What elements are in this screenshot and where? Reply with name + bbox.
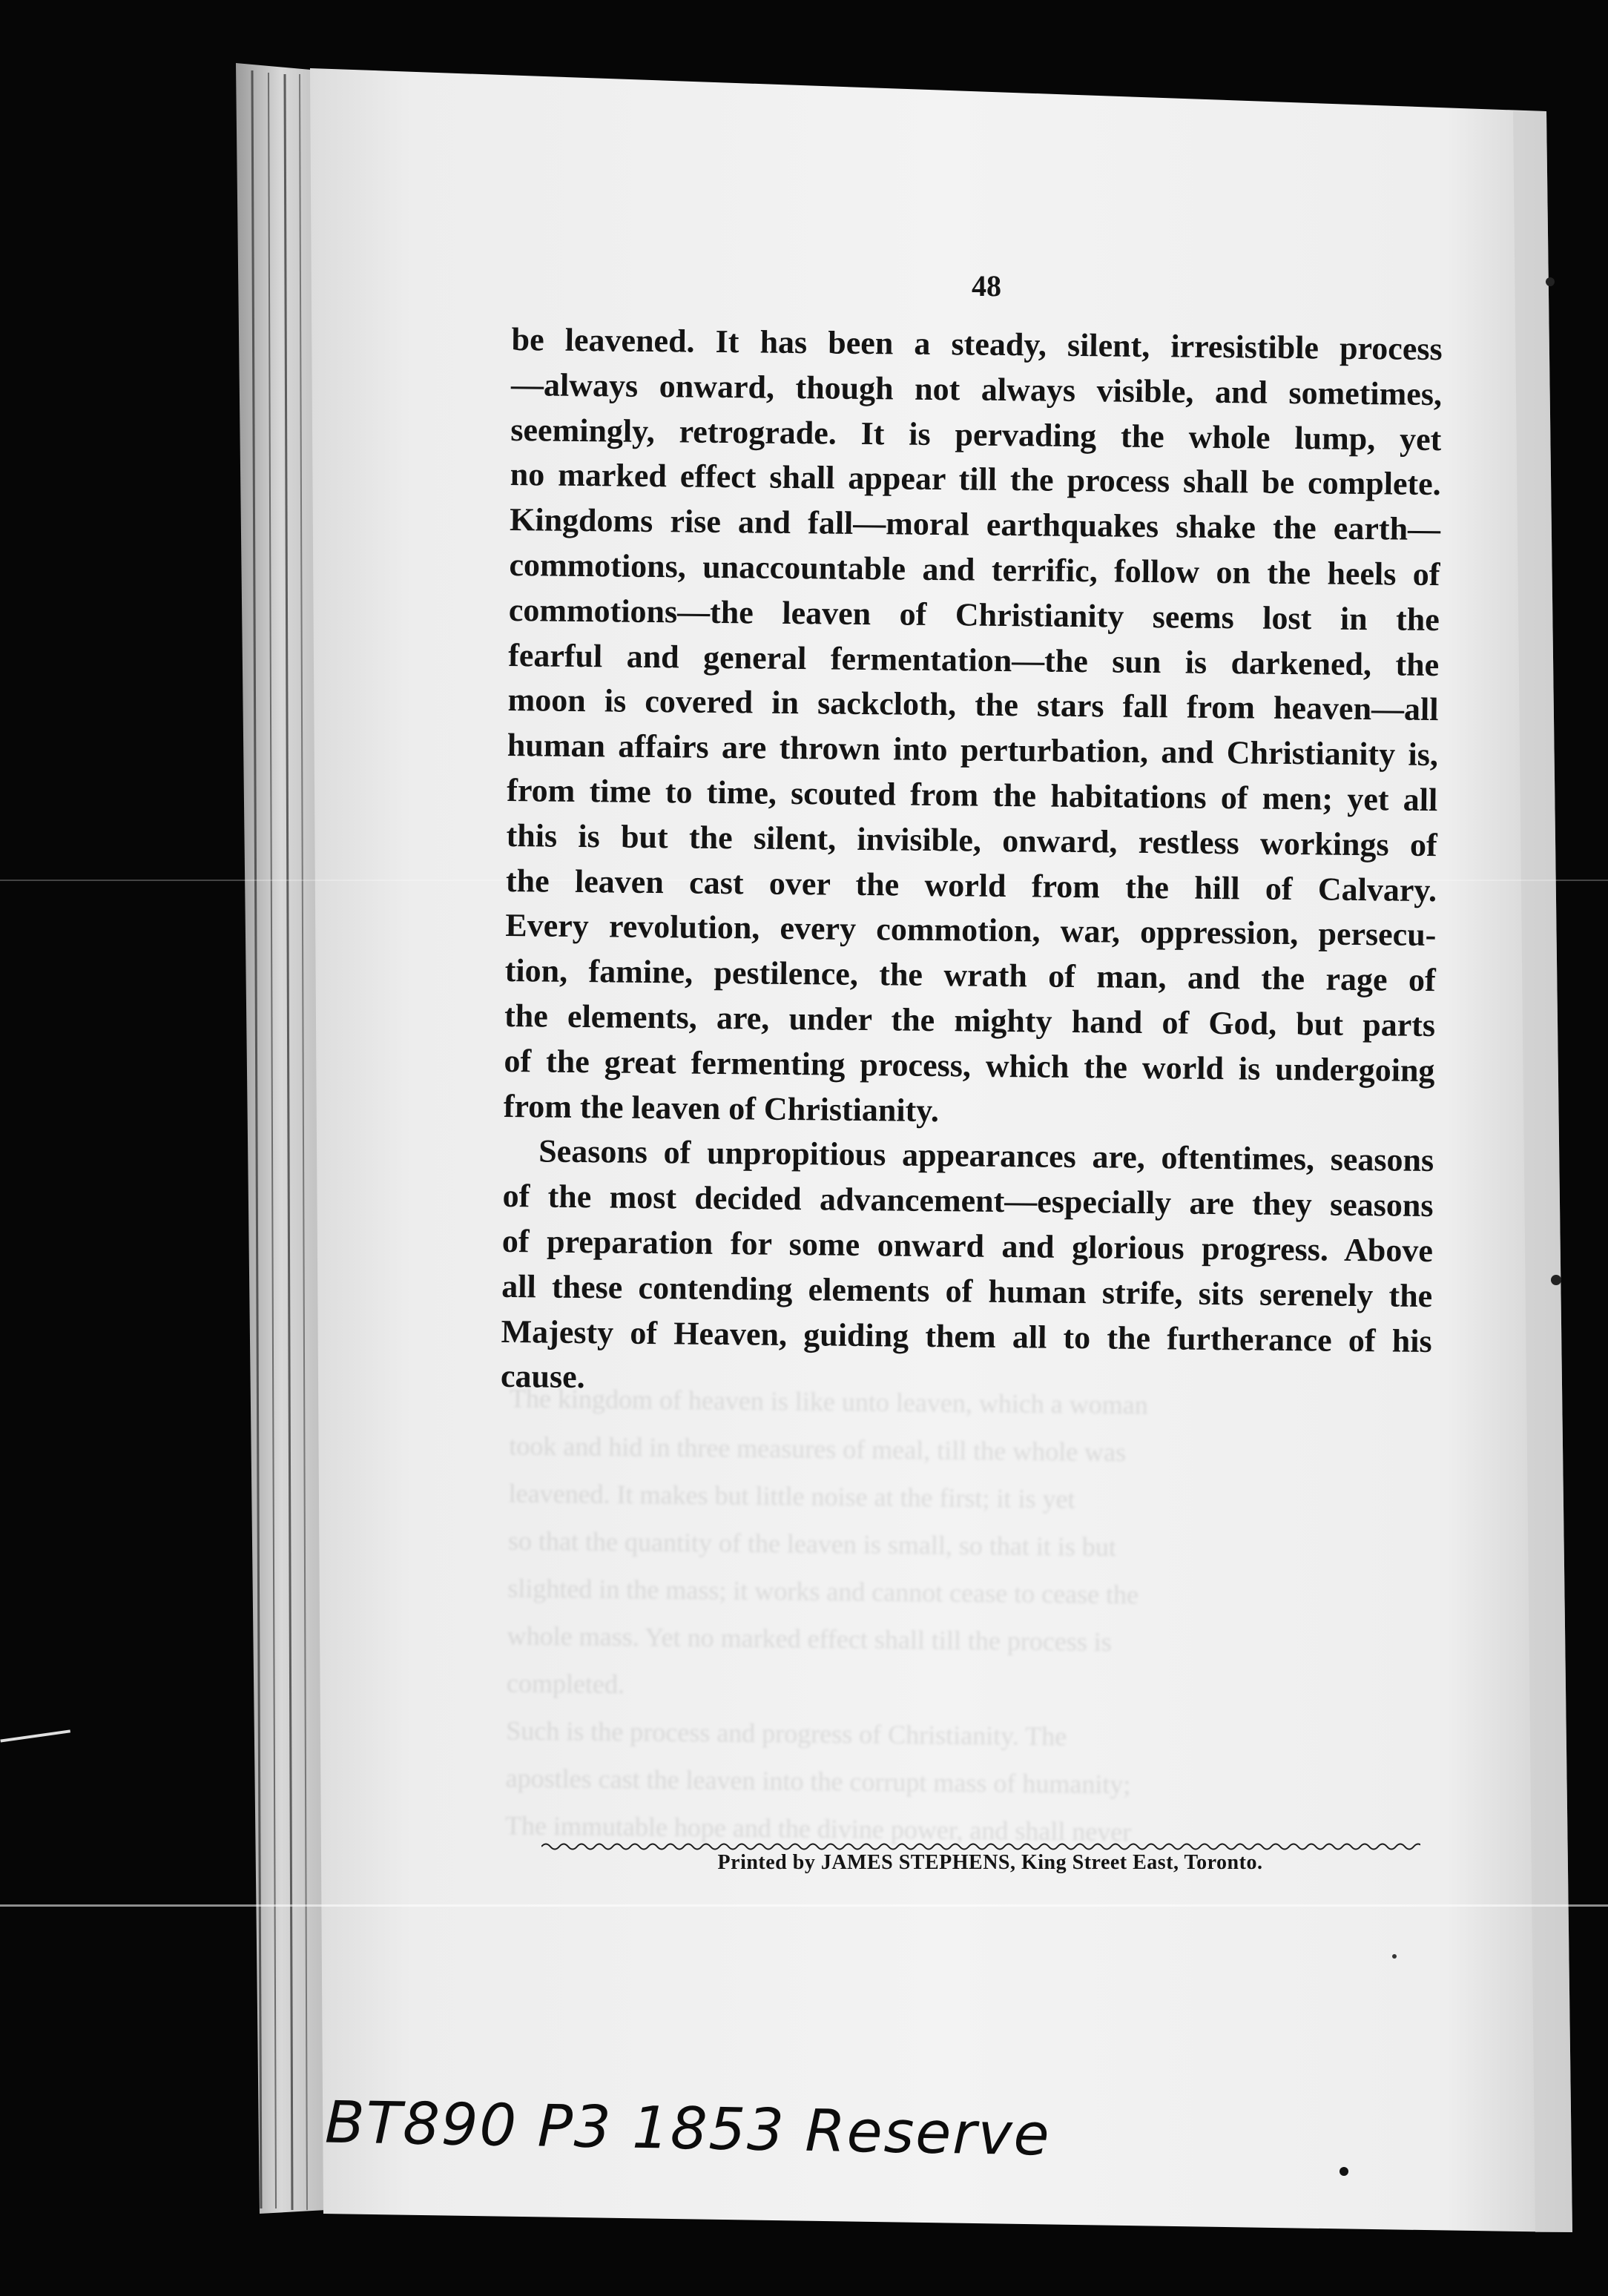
imprint-printer: JAMES STEPHENS, <box>820 1851 1016 1874</box>
imprint-prefix: Printed by <box>717 1851 816 1874</box>
text-line: the leaven cast over the world from the hill of Calvary. <box>505 862 1437 908</box>
text-line: cause. <box>500 1358 585 1396</box>
text-line: all these contending elements of human strife, sits serenely the <box>501 1267 1433 1314</box>
text-line: fearful and general fermentation—the sun is darkened, the <box>507 636 1440 683</box>
handwritten-call-number: BT890 P3 1853 Reserve <box>324 2089 1052 2169</box>
paragraph-1 <box>504 317 1443 1138</box>
text-line: of the great fermenting process, which the world is undergoing <box>504 1042 1435 1089</box>
text-line: from time to time, scouted from the habitations of men; yet all <box>507 771 1438 819</box>
bleed-through-text: The kingdom of heaven is like unto leaven, which a woman took and hid in three measures of meal, till the whole was leavened. It makes but little noise at the first; it is yet so that the quantity of the leaven is small, so that it is but slighted in the mass; it works and cannot cease to cease the whole mass. Yet no marked effect shall till the process is completed. Such is the process and progress of Christianity. The apostles cast the leaven into the corrupt mass of humanity; The immutable hope and the divine power, and shall never <box>504 1383 1148 1847</box>
body-text <box>501 317 1443 1409</box>
text-line: seemingly, retrograde. It is pervading the whole lump, yet <box>510 411 1442 458</box>
text-line: of preparation for some onward and glorious progress. Above <box>501 1222 1434 1270</box>
text-line: from the leaven of Christianity. <box>503 1087 940 1129</box>
text-line: commotions—the leaven of Christianity seems lost in the <box>508 591 1440 638</box>
printer-imprint <box>638 1851 1342 1875</box>
text-line: Kingdoms rise and fall—moral earthquakes shake the earth— <box>509 501 1441 548</box>
text-line: moon is covered in sackcloth, the stars fall from heaven—all <box>507 682 1439 728</box>
paragraph-2 <box>501 1129 1434 1409</box>
text-line: —always onward, though not always visible, and sometimes, <box>510 366 1443 412</box>
text-line: be leavened. It has been a steady, silent, irresistible process <box>511 320 1443 368</box>
text-line: Every revolution, every commotion, war, oppression, persecu- <box>505 907 1437 954</box>
imprint-address: King Street East, Toronto. <box>1021 1851 1263 1874</box>
text-line: Seasons of unpropitious appearances are, oftentimes, seasons <box>538 1132 1434 1179</box>
text-line: this is but the silent, invisible, onward, restless workings of <box>506 817 1437 863</box>
text-line: of the most decided advancement—especially are they seasons <box>502 1178 1434 1224</box>
text-line: no marked effect shall appear till the process shall be complete. <box>510 456 1441 503</box>
page-number: 48 <box>972 269 1001 303</box>
text-line: Majesty of Heaven, guiding them all to the furtherance of his <box>501 1313 1432 1359</box>
text-line: the elements, are, under the mighty hand of God, but parts <box>504 997 1436 1044</box>
text-line: human affairs are thrown into perturbation, and Christianity is, <box>507 727 1439 773</box>
text-line: tion, famine, pestilence, the wrath of man, and the rage of <box>504 952 1436 999</box>
text-line: commotions, unaccountable and terrific, follow on the heels of <box>509 546 1440 593</box>
